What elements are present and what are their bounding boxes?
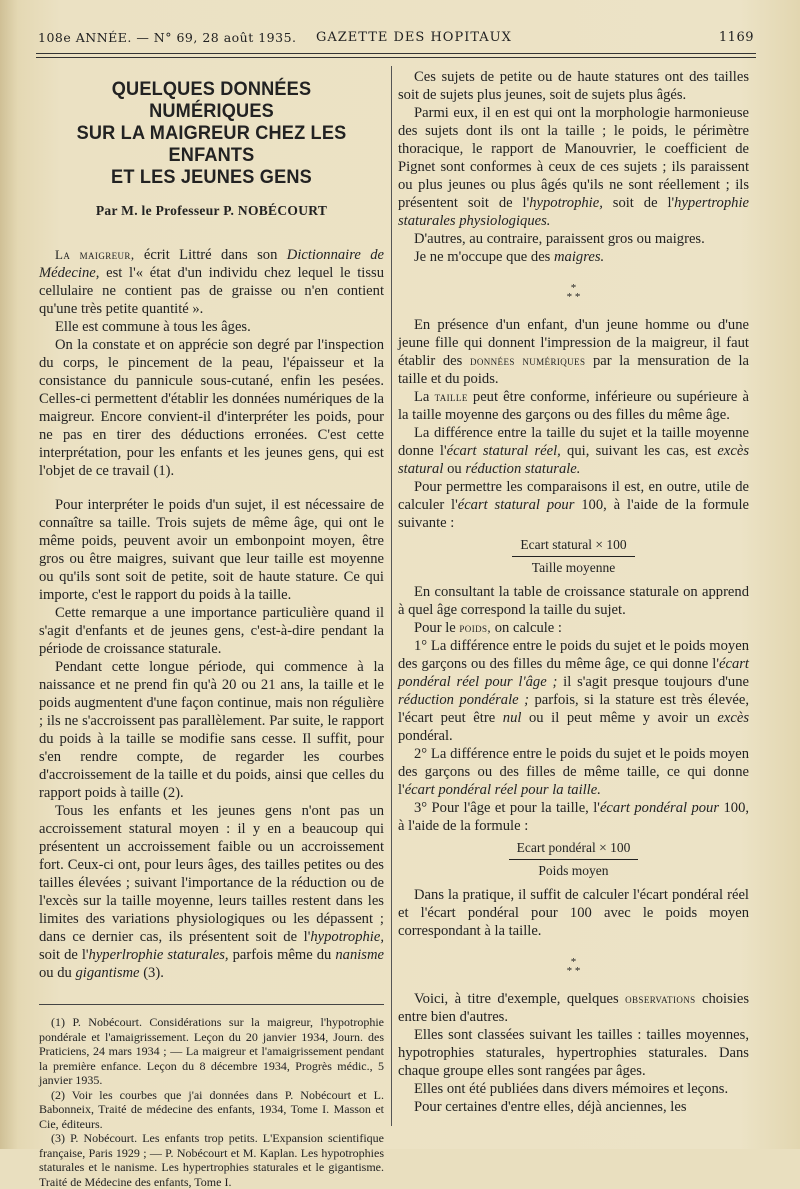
formula-numerator: Ecart statural × 100 <box>512 536 634 557</box>
italic-term: hyperlrophie staturales, <box>88 947 229 963</box>
paragraph: Pendant cette longue période, qui commence à la naissance et ne prend fin qu'à 20 ou 21 ans, la taille et le poids augmentent d'une façon continue, mais non régulière ; ils ne s'accroissent pas parallèlement. Par suite, le rapport du poids à la taille se modifie sans cesse. Il suffit, pour s'en rendre compte, de regarder les courbes d'accroissement de la taille et du poids, ainsi que celles du rapport poids à taille (2). <box>39 659 384 801</box>
text-run: est l'« état d'un individu chez lequel le tissu cellulaire ne contient pas de graisse ou n'en contient qu'une très petite quantité ». <box>39 265 384 317</box>
paragraph <box>398 104 749 230</box>
italic-term: écart pondéral pour <box>599 800 720 816</box>
text-run: (3). <box>139 965 164 981</box>
right-column <box>398 68 749 1116</box>
small-caps-term: données numériques <box>469 353 586 368</box>
column-divider <box>391 66 392 1126</box>
text-run: La <box>414 389 435 405</box>
text-run: il s'agit presque toujours d'une <box>557 674 749 690</box>
italic-term: gigantisme <box>75 965 140 981</box>
text-run: peut être conforme, inférieure ou supérieure à la taille moyenne des garçons ou des filles du même âge. <box>398 389 749 423</box>
text-run: 1° La différence entre le poids du sujet et le poids moyen des garçons ou des filles du même âge, ce qui donne l' <box>398 638 749 672</box>
text-run: ou il peut même y avoir un <box>521 710 718 726</box>
paragraph: On la constate et on apprécie son degré par l'inspection du corps, le pincement de la peau, l'épaisseur et la consistance du pannicule sous-cutané, enfin les pesées. Celles-ci permettent d'établir les données numériques de la maigreur. Encore convient-il d'interpréter les poids, pour ne pas en tirer des déductions erronées. C'est cette interprétation, pour les enfants et les jeunes gens, qui est l'objet de ce travail (1). <box>39 337 384 479</box>
paragraph: Cette remarque a une importance particulière quand il s'agit d'enfants et de jeunes gens, c'est-à-dire pendant la période de croissance staturale. <box>39 605 384 657</box>
header-rule-bottom <box>36 57 756 58</box>
paragraph: Pour interpréter le poids d'un sujet, il est nécessaire de connaître sa taille. Trois sujets de même âge, qui ont le même poids, peuvent avoir un embonpoint moyen, être gros ou être maigres, suivant que leur taille est moyenne ou qu'ils sont soit de petite, soit de haute stature. Ce qui importe, c'est le rapport du poids à la taille. <box>39 497 384 603</box>
paragraph <box>398 248 749 266</box>
page-number: 1169 <box>718 30 754 45</box>
italic-term: écart statural réel, <box>446 443 561 459</box>
text-run: Tous les enfants et les jeunes gens n'ont pas un accroissement statural moyen : il y en a beaucoup qui présentent un accroissement faible ou un accroissement fort. Ceux-ci ont, pour leurs âges, des tailles petites ou des tailles élevées ; suivant l'importance de la réduction ou de l'excès sur la taille moyenne, leurs tailles restent dans les limites des variations physiologiques ou les dépassent ; dans ce dernier cas, ils présentent soit de l' <box>39 803 384 945</box>
italic-term: nanisme <box>335 947 384 963</box>
journal-name: GAZETTE DES HOPITAUX <box>316 30 512 45</box>
paragraph <box>39 802 384 982</box>
text-run: 100, à l'aide de la formule : <box>398 800 750 834</box>
text-run: 2° La différence entre le poids du sujet et le poids moyen des garçons ou des filles de même taille, ce qui donne l' <box>398 746 749 798</box>
paragraph <box>398 745 749 799</box>
small-caps-term: taille <box>434 389 468 404</box>
footnotes <box>39 1015 384 1189</box>
text-run: écrit Littré dans son <box>134 247 287 263</box>
italic-term: hypertrophie staturales physiologiques. <box>398 195 749 229</box>
text-run: soit de l' <box>39 947 89 963</box>
left-column <box>39 68 384 1189</box>
formula-ecart-statural <box>398 536 749 577</box>
text-run: Voici, à titre d'exemple, quelques <box>414 991 626 1007</box>
text-run: La différence entre la taille du sujet et la taille moyenne donne l' <box>398 425 749 459</box>
formula-numerator: Ecart pondéral × 100 <box>509 839 639 860</box>
paragraph <box>398 478 749 532</box>
text-run: ou du <box>39 965 76 981</box>
small-caps-term: La maigreur, <box>55 247 135 262</box>
text-run: ou <box>443 461 466 477</box>
paragraph <box>398 637 749 745</box>
paragraph <box>39 246 384 318</box>
paragraph <box>398 619 749 637</box>
text-run: on calcule : <box>491 620 562 636</box>
paragraph: Ces sujets de petite ou de haute statures ont des tailles soit de sujets plus jeunes, soit de sujets plus âgés. <box>398 69 749 103</box>
text-run: parfois même du <box>228 947 336 963</box>
italic-term: écart pondéral réel pour la taille. <box>404 782 601 798</box>
paragraph <box>398 424 749 478</box>
italic-term: Dictionnaire de Médecine, <box>39 247 384 281</box>
paragraph: Pour certaines d'entre elles, déjà anciennes, les <box>414 1099 687 1115</box>
italic-term: écart statural pour <box>457 497 575 513</box>
asterism-top: * <box>570 282 577 294</box>
paragraph <box>398 990 749 1026</box>
text-run: Je ne m'occupe que des <box>414 249 555 265</box>
footnote-2: (2) Voir les courbes que j'ai données dans P. Nobécourt et L. Babonneix, Traité de médecine des enfants, 1934, Tome I. Masson et Cie, éditeurs. <box>39 1087 384 1131</box>
section-asterism <box>398 284 749 302</box>
text-run: par la mensuration de la taille et du poids. <box>398 353 750 387</box>
italic-term: excès <box>717 710 749 726</box>
italic-term: réduction pondérale ; <box>398 692 529 708</box>
paragraph: Elles sont classées suivant les tailles : tailles moyennes, hypotrophies staturales, hypertrophies staturales. Dans chaque groupe elles sont rangées par âges. <box>398 1027 749 1079</box>
small-caps-term: observations <box>625 991 696 1006</box>
author-byline: Par M. le Professeur P. NOBÉCOURT <box>95 203 328 218</box>
footnote-3: (3) P. Nobécourt. Les enfants trop petits. L'Expansion scientifique française, Paris 1929 ; — P. Nobécourt et M. Kaplan. Les hypotrophies staturales et le nanisme. Les hypertrophies staturales et le gigantisme. Traité de Médecine des enfants, Tome I. <box>39 1131 384 1189</box>
title-line-3: ET LES JEUNES GENS <box>111 166 312 188</box>
italic-term: excès statural <box>398 443 749 477</box>
paragraph: D'autres, au contraire, paraissent gros ou maigres. <box>414 231 705 247</box>
paragraph <box>398 799 749 835</box>
text-run: 100, à l'aide de la formule suivante : <box>398 497 749 531</box>
section-asterism <box>398 958 749 976</box>
article-title <box>51 78 372 188</box>
text-run: soit de l' <box>602 195 675 211</box>
footnote-rule <box>39 1004 384 1005</box>
footnote-1: (1) P. Nobécourt. Considérations sur la maigreur, l'hypotrophie pondérale et l'amaigrissement. Leçon du 20 janvier 1934, Journ. des Praticiens, 24 mars 1934 ; — La maigreur et l'amaigrissement pendant la première enfance. Leçon du 8 décembre 1934, Progrès médic., 5 janvier 1935. <box>39 1015 384 1087</box>
small-caps-term: poids, <box>459 620 492 635</box>
paragraph <box>398 388 749 424</box>
paragraph: En consultant la table de croissance staturale on apprend à quel âge correspond la taille du sujet. <box>398 584 749 618</box>
text-run: En présence d'un enfant, d'un jeune homme ou d'une jeune fille qui donnent l'impression de la maigreur, il faut établir des <box>398 317 749 369</box>
paragraph <box>398 316 749 388</box>
italic-term: réduction staturale. <box>465 461 581 477</box>
title-line-1: QUELQUES DONNÉES NUMÉRIQUES <box>111 78 312 122</box>
paragraph: Dans la pratique, il suffit de calculer l'écart pondéral réel et l'écart pondéral pour 100 avec le poids moyen correspondant à la taille. <box>398 887 749 939</box>
text-run: Parmi eux, il en est qui ont la morphologie harmonieuse des sujets dont ils ont la taille ; le poids, le périmètre thoracique, le rapport de Manouvrier, le coefficient de Pignet sont conformes à ceux de ces sujets ; ils paraissent ou plus jeunes ou plus âgés qu'ils ne sont réellement ; ils présentent soit de l' <box>398 105 749 211</box>
asterism-bottom: * * <box>566 291 581 303</box>
running-header <box>38 30 754 52</box>
formula-ecart-ponderal <box>398 839 749 880</box>
paragraph: Elle est commune à tous les âges. <box>55 319 251 335</box>
italic-term: hypotrophie, <box>310 929 384 945</box>
header-rule-top <box>36 53 756 54</box>
asterism-bottom: * * <box>566 965 581 977</box>
italic-term: nul <box>502 710 522 726</box>
text-run: 3° Pour l'âge et pour la taille, l' <box>414 800 600 816</box>
text-run: Pour permettre les comparaisons il est, en outre, utile de calculer l' <box>398 479 749 513</box>
text-run: parfois, si la stature est très élevée, l'écart peut être <box>398 692 749 726</box>
issue-info: 108e ANNÉE. — N° 69, 28 août 1935. <box>38 30 297 45</box>
formula-denominator: Taille moyenne <box>531 560 616 575</box>
formula-denominator: Poids moyen <box>538 863 609 878</box>
text-run: choisies entre bien d'autres. <box>398 991 749 1025</box>
italic-term: écart pondéral réel pour l'âge ; <box>398 656 749 690</box>
text-run: Pour le <box>414 620 460 636</box>
text-run: pondéral. <box>398 728 453 744</box>
italic-term: hypotrophie, <box>529 195 603 211</box>
title-line-2: SUR LA MAIGREUR CHEZ LES ENFANTS <box>76 122 347 166</box>
text-run: qui, suivant les cas, est <box>560 443 718 459</box>
asterism-top: * <box>570 956 577 968</box>
paragraph: Elles ont été publiées dans divers mémoires et leçons. <box>414 1081 729 1097</box>
italic-term: maigres. <box>554 249 605 265</box>
